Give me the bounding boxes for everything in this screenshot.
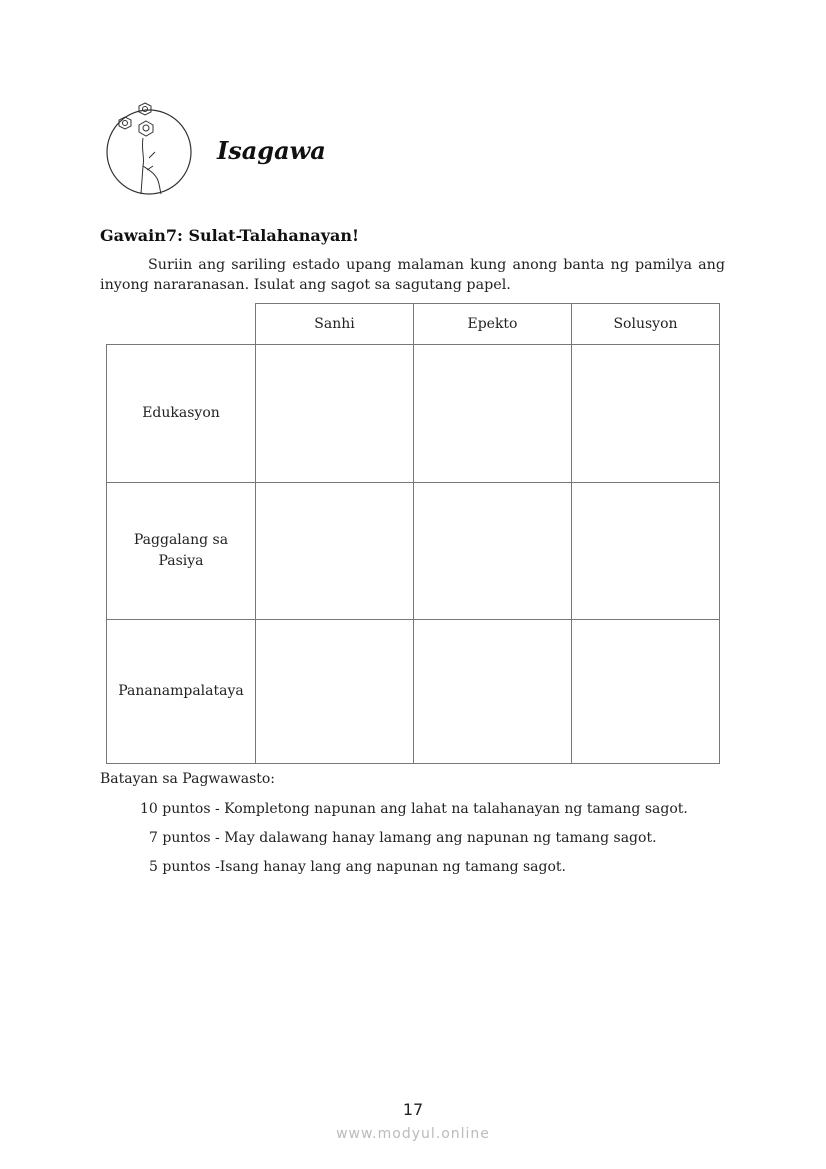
column-header: Epekto [413, 303, 572, 345]
rubric-title: Batayan sa Pagwawasto: [100, 771, 276, 787]
hand-with-gears-icon [105, 100, 195, 198]
answer-cell [413, 482, 572, 620]
answer-cell [255, 619, 414, 764]
rubric-item: 10 puntos - Kompletong napunan ang lahat na talahanayan ng tamang sagot. [140, 801, 688, 817]
rubric-item: 5 puntos -Isang hanay lang ang napunan ng tamang sagot. [149, 859, 566, 875]
row-header: Paggalang sa Pasiya [106, 482, 256, 620]
column-header: Sanhi [255, 303, 414, 345]
answer-cell [571, 619, 720, 764]
column-header: Solusyon [571, 303, 720, 345]
row-header: Pananampalataya [106, 619, 256, 764]
activity-heading: Gawain7: Sulat-Talahanayan! [100, 226, 360, 245]
answer-cell [571, 482, 720, 620]
answer-cell [571, 344, 720, 483]
answer-cell [413, 619, 572, 764]
answer-cell [413, 344, 572, 483]
row-header: Edukasyon [106, 344, 256, 483]
answer-cell [255, 482, 414, 620]
page-number: 17 [402, 1100, 424, 1119]
answer-cell [255, 344, 414, 483]
section-title: Isagawa [217, 136, 326, 165]
rubric-item: 7 puntos - May dalawang hanay lamang ang napunan ng tamang sagot. [149, 830, 657, 846]
instructions: Suriin ang sariling estado upang malaman kung anong banta ng pamilya ang inyong nararanasan. Isulat ang sagot sa sagutang papel. [100, 257, 725, 293]
watermark: www.modyul.online [336, 1126, 490, 1142]
